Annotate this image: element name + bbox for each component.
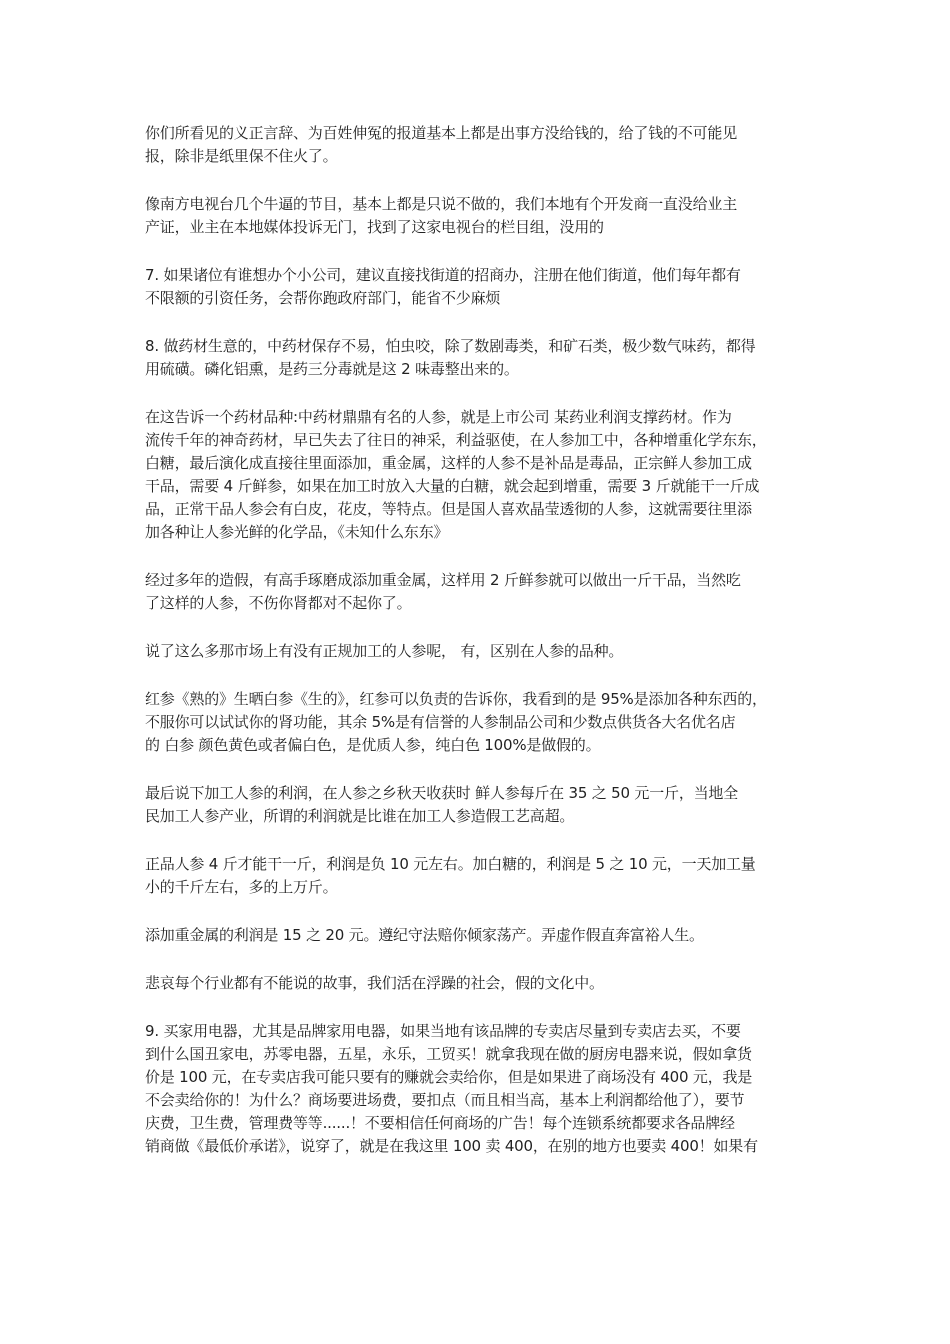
paragraph: [145, 193, 810, 239]
text-line: 9. 买家用电器，尤其是品牌家用电器，如果当地有该品牌的专卖店尽量到专卖店去买，不要: [145, 1022, 741, 1040]
text-line: 添加重金属的利润是 15 之 20 元。遵纪守法赔你倾家荡产。弄虚作假直奔富裕人生。: [145, 926, 704, 944]
text-line: 庆费，卫生费，管理费等等......！不要相信任何商场的广告！每个连锁系统都要求各品牌经: [145, 1114, 735, 1132]
paragraph: [145, 782, 810, 828]
text-line: 经过多年的造假，有高手琢磨成添加重金属，这样用 2 斤鲜参就可以做出一斤干品，当然吃: [145, 571, 741, 589]
text-line: 最后说下加工人参的利润，在人参之乡秋天收获时 鲜人参每斤在 35 之 50 元一斤，当地全: [145, 784, 739, 802]
text-line: 像南方电视台几个牛逼的节目，基本上都是只说不做的，我们本地有个开发商一直没给业主: [145, 195, 738, 213]
paragraph: [145, 122, 810, 168]
text-line: 不服你可以试试你的肾功能，其余 5%是有信誉的人参制品公司和少数点供货各大名优名店: [145, 713, 736, 731]
text-line: 加各种让人参光鲜的化学品，《未知什么东东》: [145, 523, 449, 541]
document-body: [145, 122, 810, 1183]
paragraph: [145, 335, 810, 381]
paragraph: [145, 640, 810, 663]
text-line: 品，正常干品人参会有白皮，花皮，等特点。但是国人喜欢晶莹透彻的人参，这就需要往里添: [145, 500, 752, 518]
text-line: 的 白参 颜色黄色或者偏白色，是优质人参，纯白色 100%是做假的。: [145, 736, 601, 754]
text-line: 干品，需要 4 斤鲜参，如果在加工时放入大量的白糖，就会起到增重，需要 3 斤就能干一斤成: [145, 477, 760, 495]
text-line: 你们所看见的义正言辞、为百姓伸冤的报道基本上都是出事方没给钱的，给了钱的不可能见: [145, 124, 738, 142]
paragraph: [145, 264, 810, 310]
text-line: 报，除非是纸里保不住火了。: [145, 147, 338, 165]
text-line: 了这样的人参，不伤你肾都对不起你了。: [145, 594, 412, 612]
text-line: 7. 如果诸位有谁想办个小公司，建议直接找街道的招商办，注册在他们街道，他们每年都有: [145, 266, 741, 284]
paragraph: [145, 688, 810, 757]
text-line: 说了这么多那市场上有没有正规加工的人参呢， 有，区别在人参的品种。: [145, 642, 624, 660]
text-line: 红参《熟的》生晒白参《生的》，红参可以负责的告诉你，我看到的是 95%是添加各种东西的，: [145, 690, 767, 708]
text-line: 白糖，最后演化成直接往里面添加，重金属，这样的人参不是补品是毒品，正宗鲜人参加工成: [145, 454, 752, 472]
text-line: 民加工人参产业，所谓的利润就是比谁在加工人参造假工艺高超。: [145, 807, 575, 825]
paragraph: [145, 1020, 810, 1158]
text-line: 销商做《最低价承诺》，说穿了，就是在我这里 100 卖 400，在别的地方也要卖 400！如果有: [145, 1137, 758, 1155]
paragraph: [145, 972, 810, 995]
text-line: 小的千斤左右，多的上万斤。: [145, 878, 338, 896]
paragraph: [145, 924, 810, 947]
text-line: 不会卖给你的！为什么？商场要进场费，要扣点（而且相当高，基本上利润都给他了），要节: [145, 1091, 745, 1109]
text-line: 价是 100 元，在专卖店我可能只要有的赚就会卖给你，但是如果进了商场没有 400 元，我是: [145, 1068, 753, 1086]
paragraph: [145, 406, 810, 544]
text-line: 在这告诉一个药材品种:中药材鼎鼎有名的人参，就是上市公司 某药业利润支撑药材。作为: [145, 408, 732, 426]
text-line: 用硫磺。磷化铝熏，是药三分毒就是这 2 味毒整出来的。: [145, 360, 519, 378]
text-line: 不限额的引资任务，会帮你跑政府部门，能省不少麻烦: [145, 289, 501, 307]
paragraph: [145, 853, 810, 899]
text-line: 到什么国丑家电，苏零电器，五星，永乐，工贸买！就拿我现在做的厨房电器来说，假如拿货: [145, 1045, 752, 1063]
text-line: 正品人参 4 斤才能干一斤，利润是负 10 元左右。加白糖的，利润是 5 之 10 元，一天加工量: [145, 855, 756, 873]
text-line: 产证，业主在本地媒体投诉无门，找到了这家电视台的栏目组，没用的: [145, 218, 604, 236]
text-line: 流传千年的神奇药材，早已失去了往日的神采，利益驱使，在人参加工中，各种增重化学东东，: [145, 431, 767, 449]
paragraph: [145, 569, 810, 615]
text-line: 8. 做药材生意的，中药材保存不易，怕虫咬，除了数剧毒类，和矿石类，极少数气味药，都得: [145, 337, 756, 355]
text-line: 悲哀每个行业都有不能说的故事，我们活在浮躁的社会，假的文化中。: [145, 974, 604, 992]
